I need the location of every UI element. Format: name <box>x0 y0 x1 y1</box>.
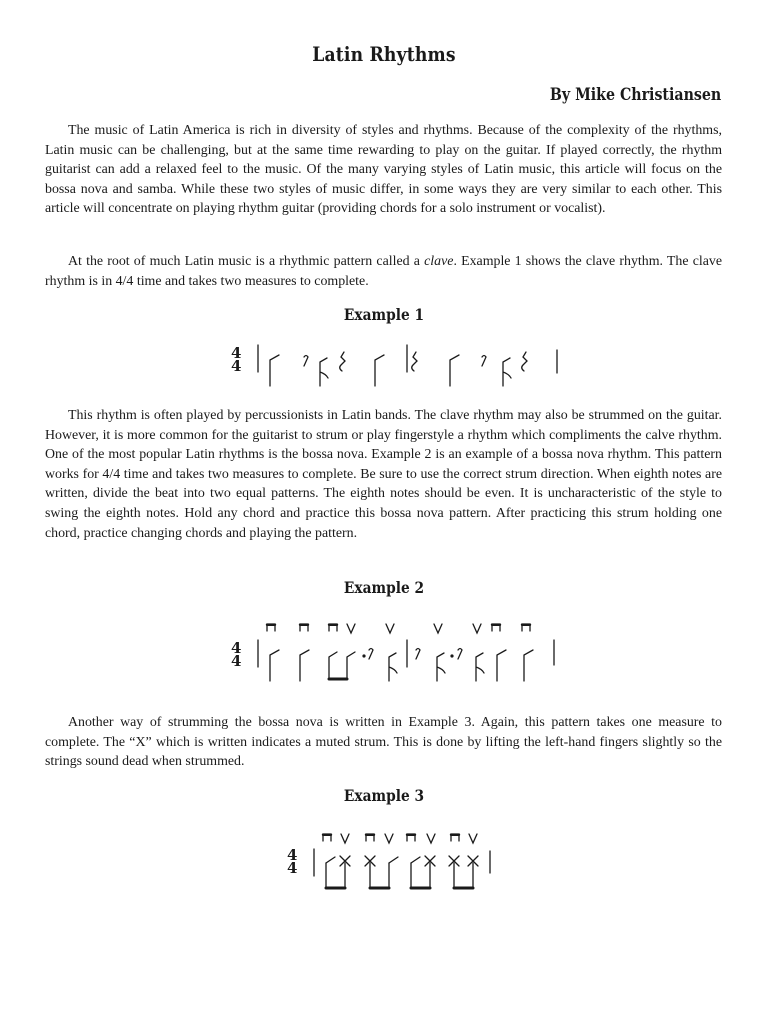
ex1-eighth-rest <box>482 356 486 367</box>
ex2-strum-markings <box>267 624 530 633</box>
up-strum-icon <box>347 624 355 633</box>
ex2-eighth-slash-note <box>476 653 484 681</box>
ex1-eighth-rest <box>304 356 308 367</box>
ex1-eighth-slash-note <box>320 358 328 386</box>
example-2-notation <box>0 618 768 686</box>
ex3-slash-notehead <box>411 857 420 863</box>
paragraph-intro: The music of Latin America is rich in diversity of styles and rhythms. Because of the complexity of the rhythms, Latin music can be challenging, but at the same time rewarding to play on the guitar. If played correctly, the rhythm guitarist can add a relaxed feel to the music. Of the many varying styles of Latin music, this article will focus on the bossa nova and samba. While these two styles of music differ, in some ways they are very similar to each other. This article will concentrate on playing rhythm guitar (providing chords for a solo instrument or vocalist). <box>45 123 722 217</box>
ex1-slash-note <box>270 355 279 386</box>
ex3-slash-notehead <box>389 857 398 863</box>
paragraph-clave-text-1: At the root of much Latin music is a rhythmic pattern called a <box>68 254 425 269</box>
ex2-dot <box>362 654 365 657</box>
ex3-notes <box>326 856 478 888</box>
ex1-quarter-rest <box>340 352 345 371</box>
ex2-dot <box>450 654 453 657</box>
ex2-time-signature-top: 4 <box>231 639 242 657</box>
ex3-time-signature-top: 4 <box>287 846 298 864</box>
ex1-slash-note <box>375 355 384 386</box>
ex2-slash-note <box>270 650 279 681</box>
paragraph-clave <box>45 252 722 291</box>
ex3-time-signature-bottom: 4 <box>287 859 298 877</box>
ex2-slash-note <box>497 650 506 681</box>
up-strum-icon <box>427 834 435 843</box>
ex2-eighth-rest <box>369 649 373 660</box>
ex2-slash-note <box>300 650 309 681</box>
up-strum-icon <box>385 834 393 843</box>
paragraph-bossa-nova: This rhythm is often played by percussionists in Latin bands. The clave rhythm may also be strummed on the guitar. However, it is more common for the guitarist to strum or play fingerstyle a rhythm which compliments the calve rhythm. One of the most popular Latin rhythms is the bossa nova. Example 2 is an example of a bossa nova rhythm. This pattern works for 4/4 time and takes two measures to complete. Be sure to use the correct strum direction. When eighth notes are written, divide the beat into two equal patterns. The eighth notes should be even. It is uncharacteristic of the style to swing the eighth notes. Hold any chord and practice this bossa nova pattern. After practicing this strum holding one chord, practice changing chords and playing the pattern. <box>45 408 722 541</box>
up-strum-icon <box>386 624 394 633</box>
ex2-eighth-rest <box>416 649 420 660</box>
ex3-slash-notehead <box>326 857 335 863</box>
ex1-time-signature-top: 4 <box>231 344 242 362</box>
ex3-strum-markings <box>323 834 477 843</box>
ex2-time-signature-bottom: 4 <box>231 652 242 670</box>
ex2-eighth-pair <box>329 652 355 679</box>
up-strum-icon <box>434 624 442 633</box>
example-1-heading: Example 1 <box>343 305 425 324</box>
paragraph-muted-strum: Another way of strumming the bossa nova is written in Example 3. Again, this pattern takes one measure to complete. The “X” which is written indicates a muted strum. This is done by lifting the left-hand fingers slightly so the strings sound dead when strummed. <box>45 715 722 770</box>
article-title: Latin Rhythms <box>312 42 456 66</box>
up-strum-icon <box>341 834 349 843</box>
ex2-slash-note <box>524 650 533 681</box>
ex1-quarter-rest <box>522 352 527 371</box>
ex2-eighth-rest <box>458 649 462 660</box>
ex1-quarter-rest <box>412 352 417 371</box>
example-3-notation <box>0 828 768 894</box>
example-2-heading: Example 2 <box>343 578 425 597</box>
ex2-eighth-slash-note <box>389 653 397 681</box>
ex2-eighth-slash-note <box>437 653 445 681</box>
author-byline: By Mike Christiansen <box>549 85 721 104</box>
paragraph-clave-text-2: . Example 1 shows the clave rhythm. The clave rhythm is in 4/4 time and takes two measures to complete. <box>45 254 722 289</box>
example-3-heading: Example 3 <box>343 786 425 805</box>
ex1-eighth-slash-note <box>503 358 511 386</box>
ex1-time-signature-bottom: 4 <box>231 357 242 375</box>
up-strum-icon <box>473 624 481 633</box>
clave-term: clave <box>424 254 454 269</box>
ex1-slash-note <box>450 355 459 386</box>
example-1-notation <box>0 338 768 390</box>
up-strum-icon <box>469 834 477 843</box>
